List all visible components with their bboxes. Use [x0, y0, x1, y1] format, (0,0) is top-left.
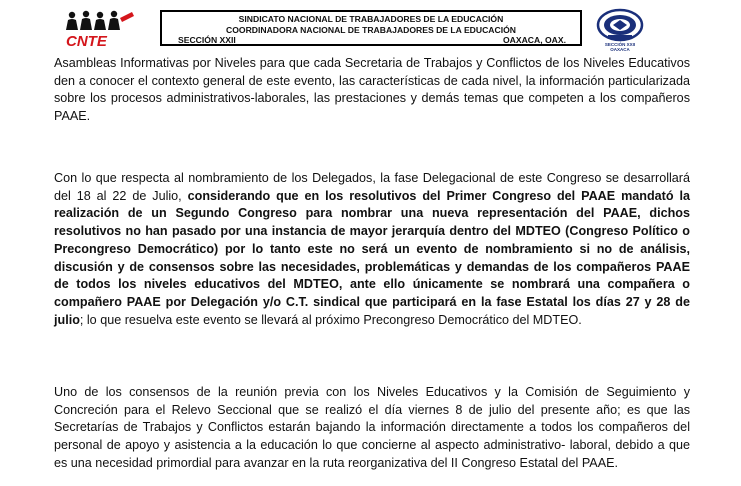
section-label: SECCIÓN XXII: [178, 35, 236, 45]
document-header: [60, 8, 680, 50]
location-label: OAXACA, OAX.: [502, 35, 566, 45]
paragraph-2: [54, 170, 690, 329]
header-line-2: COORDINADORA NACIONAL DE TRABAJADORES DE LA EDUCACIÓN: [226, 24, 516, 35]
cnte-logo-text: CNTE: [66, 33, 107, 50]
paragraph-3: Uno de los consensos de la reunión previa con los Niveles Educativos y la Comisión de Seguimiento y Concreción para el Relevo Seccional que se realizó el día viernes 8 de julio del presente año; es que las Secretarías de Trabajos y Conflictos estarán bajando la información directamente a todos los compañeros del personal de apoyo y asistencia a la educación lo que concierne al aspecto administrativo- laboral, debido a que es una necesidad primordial para avanzar en la ruta reorganizativa del II Congreso Estatal del PAAE.: [54, 385, 690, 470]
header-line-1: SINDICATO NACIONAL DE TRABAJADORES DE LA EDUCACIÓN: [238, 14, 504, 24]
paragraph-1: Asambleas Informativas por Niveles para que cada Secretaria de Trabajos y Conflictos de los Niveles Educativos den a conocer el contexto general de este evento, las características de cada nivel, la información particularizada sobre los procesos administrativos-laborales, las prestaciones y demás temas que competen a los compañeros PAAE.: [54, 56, 690, 124]
paragraph-2-closing: ; lo que resuelva este evento se llevará al próximo Precongreso Democrático del MDTEO.: [79, 312, 582, 327]
section-xxii-seal: [595, 8, 645, 52]
cnte-logo: [60, 8, 150, 50]
paragraph-2-bold: considerando que en los resolutivos del Primer Congreso del PAAE mandató la realización de un Segundo Congreso para nombrar una nueva representación del PAAE, dichos resolutivos no han pasado por una instancia de mayor jerarquía dentro del MDTEO (Congreso Político o Precongreso Democrático) por lo tanto este no será un evento de nombramiento si no de análisis, discusión y de consensos sobre las necesidades, problemáticas y demandas de los compañeros PAAE de todos los niveles educativos del MDTEO, ante ello únicamente se nombrará una compañera o compañero PAAE por Delegación y/o C.T. sindical que participará en la fase Estatal los días 27 y 28 de julio: [54, 188, 691, 327]
paragraph-2-intro: Con lo que respecta al nombramiento de los Delegados, la fase Delegacional de este Congreso se desarrollará del 18 al 22 de Julio,: [54, 171, 690, 203]
seal-caption: SECCIÓN XXII OAXACA: [604, 42, 636, 52]
union-header-box: [160, 10, 582, 46]
header-line-3: [170, 35, 572, 46]
